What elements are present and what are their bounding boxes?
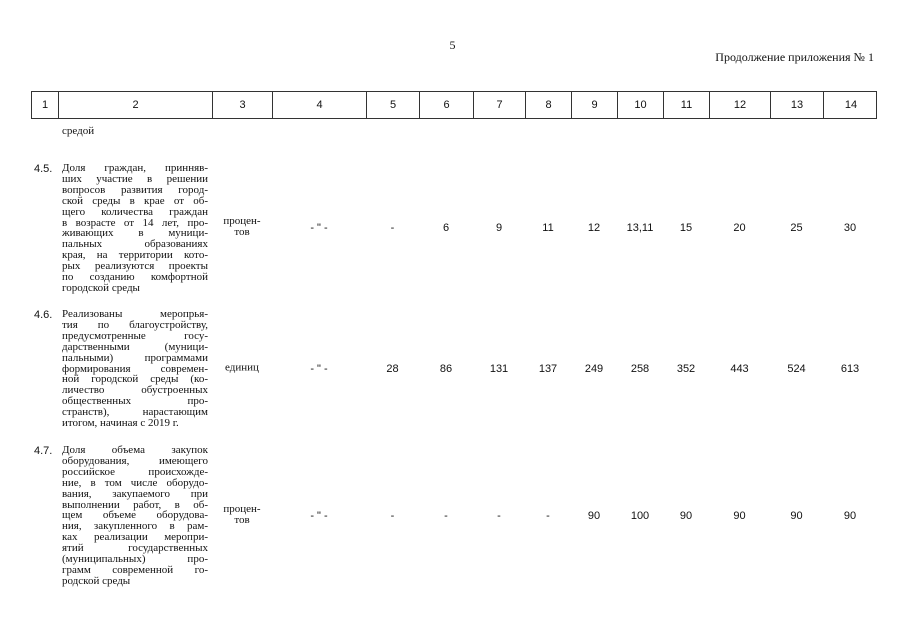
value-cell-col-7: 131: [489, 363, 509, 375]
value-cell-col-8: 11: [542, 222, 554, 234]
header-cell-10: 10: [618, 92, 664, 118]
header-cell-13: 13: [771, 92, 824, 118]
value-cell-col-8: -: [546, 510, 550, 522]
row-number: 4.6.: [34, 309, 53, 321]
value-cell-col-12: 90: [733, 510, 746, 522]
value-cell-col-13: 90: [790, 510, 803, 522]
header-cell-1: 1: [32, 92, 59, 118]
header-cell-4: 4: [273, 92, 367, 118]
unit-of-measure: единиц: [225, 361, 259, 374]
header-cell-9: 9: [572, 92, 618, 118]
header-cell-11: 11: [664, 92, 710, 118]
value-cell-col-5: -: [390, 510, 395, 522]
table-header-row: [31, 91, 877, 119]
indicator-name: Доля объема закупок оборудования, имеющего российское происхожде- ние, в том числе оборудо- вания, закупаемого при выполнении работ, в об- щем объеме оборудова- ния, закупленного в рам- ках реализации меропри- ятий государственных (муниципальных) про- грамм современной го- родской среды: [62, 444, 208, 587]
value-cell-col-7: 9: [495, 222, 503, 234]
value-cell-col-4: - " -: [310, 510, 328, 522]
value-cell-col-9: 90: [587, 510, 601, 522]
header-cell-2: 2: [59, 92, 213, 118]
header-cell-8: 8: [526, 92, 572, 118]
value-cell-col-13: 524: [787, 363, 806, 375]
indicator-name: Доля граждан, принняв- ших участие в решении вопросов развития город- ской среды в крае от об- щего количества граждан в возрасте от 14 лет, про- живающих в муници- пальных образованиях края, на территории кото- рых реализуются проекты по созданию комфортной городской среды: [62, 162, 208, 294]
value-cell-col-5: 28: [386, 363, 399, 375]
header-cell-6: 6: [420, 92, 474, 118]
value-cell-col-5: -: [390, 222, 395, 234]
value-cell-col-11: 352: [676, 363, 696, 375]
value-cell-col-4: - " -: [310, 222, 328, 234]
unit-of-measure: процен- тов: [223, 215, 261, 238]
continued-text: средой: [62, 125, 95, 137]
value-cell-col-6: 6: [442, 222, 450, 234]
value-cell-col-8: 137: [538, 363, 558, 375]
value-cell-col-6: 86: [439, 363, 453, 375]
header-cell-7: 7: [474, 92, 526, 118]
continuation-note: Продолжение приложения № 1: [715, 50, 874, 64]
page-number: 5: [449, 38, 456, 52]
value-cell-col-10: 258: [630, 363, 650, 375]
value-cell-col-13: 25: [790, 222, 803, 234]
value-cell-col-11: 15: [679, 222, 693, 234]
unit-of-measure: процен- тов: [223, 503, 261, 526]
value-cell-col-14: 30: [843, 222, 857, 234]
value-cell-col-9: 249: [584, 363, 604, 375]
value-cell-col-10: 13,11: [626, 222, 654, 234]
header-cell-12: 12: [710, 92, 771, 118]
value-cell-col-7: -: [497, 510, 501, 522]
row-number: 4.7.: [34, 445, 53, 457]
value-cell-col-12: 20: [733, 222, 746, 234]
value-cell-col-9: 12: [587, 222, 601, 234]
header-cell-3: 3: [213, 92, 273, 118]
value-cell-col-11: 90: [679, 510, 693, 522]
value-cell-col-12: 443: [730, 363, 749, 375]
indicator-name: Реализованы меропрья- тия по благоустройству, предусмотренные госу- дарственными (муници- пальными) программами формирования современ- ной городской среды (ко- личество обустроенных общественных про- странств), нарастающим итогом, начиная с 2019 г.: [62, 308, 208, 430]
value-cell-col-4: - " -: [310, 363, 328, 375]
value-cell-col-14: 613: [840, 363, 860, 375]
value-cell-col-6: -: [444, 510, 448, 522]
row-number: 4.5.: [34, 163, 53, 175]
value-cell-col-14: 90: [843, 510, 857, 522]
value-cell-col-10: 100: [630, 510, 650, 522]
header-cell-5: 5: [367, 92, 420, 118]
header-cell-14: 14: [844, 99, 858, 111]
